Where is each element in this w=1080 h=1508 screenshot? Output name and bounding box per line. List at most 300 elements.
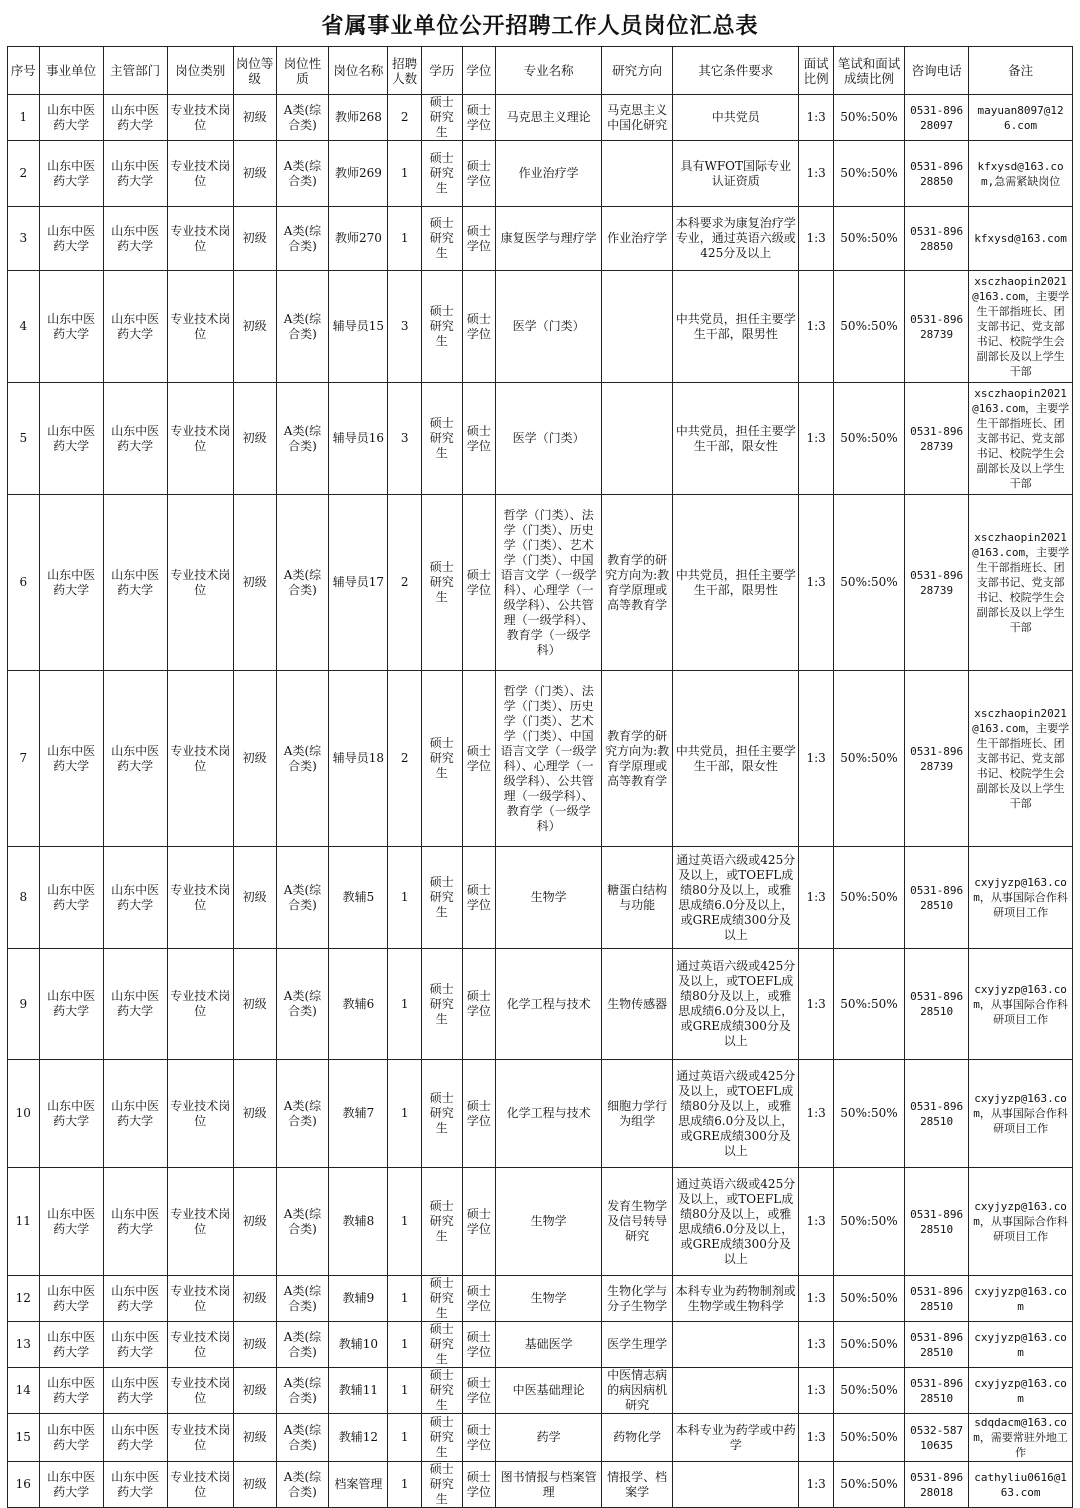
note-cell: cxyjyzp@163.com，从事国际合作科研项目工作 bbox=[969, 949, 1073, 1060]
phone-cell: 0531-89628510 bbox=[905, 1276, 969, 1322]
interview-ratio-cell: 1:3 bbox=[799, 1462, 834, 1508]
conditions-cell: 中共党员，担任主要学生干部，限女性 bbox=[673, 671, 799, 847]
level-cell: 初级 bbox=[233, 1060, 276, 1168]
dept-cell: 山东中医药大学 bbox=[103, 1276, 167, 1322]
conditions-cell: 通过英语六级或425分及以上，或TOEFL成绩80分及以上，或雅思成绩6.0分及以上，或GRE成绩300分及以上 bbox=[673, 949, 799, 1060]
level-cell: 初级 bbox=[233, 1462, 276, 1508]
dept-cell: 山东中医药大学 bbox=[103, 1322, 167, 1368]
interview-ratio-cell: 1:3 bbox=[799, 1368, 834, 1414]
interview-ratio-cell: 1:3 bbox=[799, 495, 834, 671]
degree-cell: 硕士学位 bbox=[462, 1368, 496, 1414]
score-ratio-cell: 50%:50% bbox=[833, 271, 904, 383]
degree-cell: 硕士学位 bbox=[462, 1322, 496, 1368]
phone-cell: 0531-89628510 bbox=[905, 1368, 969, 1414]
level-cell: 初级 bbox=[233, 847, 276, 949]
major-cell: 作业治疗学 bbox=[496, 141, 602, 207]
education-cell: 硕士研究生 bbox=[421, 141, 462, 207]
headcount-cell: 1 bbox=[388, 1322, 422, 1368]
note-cell: cxyjyzp@163.com，从事国际合作科研项目工作 bbox=[969, 1060, 1073, 1168]
post-name-cell: 辅导员15 bbox=[329, 271, 388, 383]
category-cell: 专业技术岗位 bbox=[167, 383, 233, 495]
table-row bbox=[8, 949, 1073, 1060]
dept-cell: 山东中医药大学 bbox=[103, 1462, 167, 1508]
conditions-cell bbox=[673, 1368, 799, 1414]
dept-cell: 山东中医药大学 bbox=[103, 95, 167, 141]
dept-cell: 山东中医药大学 bbox=[103, 1368, 167, 1414]
education-cell: 硕士研究生 bbox=[421, 1368, 462, 1414]
major-cell: 哲学（门类）、法学（门类）、历史学（门类）、艺术学（门类）、中国语言文学（一级学科）、心理学（一级学科）、公共管理（一级学科）、教育学（一级学科） bbox=[496, 495, 602, 671]
nature-cell: A类(综合类) bbox=[276, 95, 329, 141]
direction-cell: 糖蛋白结构与功能 bbox=[601, 847, 672, 949]
level-cell: 初级 bbox=[233, 207, 276, 271]
degree-cell: 硕士学位 bbox=[462, 847, 496, 949]
level-cell: 初级 bbox=[233, 1368, 276, 1414]
note-cell: cxyjyzp@163.com，从事国际合作科研项目工作 bbox=[969, 1168, 1073, 1276]
row-number: 9 bbox=[8, 949, 40, 1060]
column-header: 学历 bbox=[421, 47, 462, 95]
page-title: 省属事业单位公开招聘工作人员岗位汇总表 bbox=[321, 13, 759, 39]
post-name-cell: 辅导员18 bbox=[329, 671, 388, 847]
category-cell: 专业技术岗位 bbox=[167, 495, 233, 671]
table-row bbox=[8, 383, 1073, 495]
education-cell: 硕士研究生 bbox=[421, 1168, 462, 1276]
interview-ratio-cell: 1:3 bbox=[799, 271, 834, 383]
conditions-cell: 中共党员，担任主要学生干部，限男性 bbox=[673, 271, 799, 383]
phone-cell: 0531-89628510 bbox=[905, 847, 969, 949]
education-cell: 硕士研究生 bbox=[421, 1414, 462, 1462]
post-name-cell: 教辅8 bbox=[329, 1168, 388, 1276]
phone-cell: 0531-89628739 bbox=[905, 271, 969, 383]
phone-cell: 0531-89628510 bbox=[905, 1060, 969, 1168]
column-header: 咨询电话 bbox=[905, 47, 969, 95]
table-row bbox=[8, 495, 1073, 671]
score-ratio-cell: 50%:50% bbox=[833, 141, 904, 207]
row-number: 2 bbox=[8, 141, 40, 207]
degree-cell: 硕士学位 bbox=[462, 383, 496, 495]
post-name-cell: 档案管理 bbox=[329, 1462, 388, 1508]
note-cell: kfxysd@163.com,急需紧缺岗位 bbox=[969, 141, 1073, 207]
unit-cell: 山东中医药大学 bbox=[39, 847, 103, 949]
education-cell: 硕士研究生 bbox=[421, 495, 462, 671]
table-row bbox=[8, 1368, 1073, 1414]
column-header: 主管部门 bbox=[103, 47, 167, 95]
interview-ratio-cell: 1:3 bbox=[799, 949, 834, 1060]
row-number: 7 bbox=[8, 671, 40, 847]
nature-cell: A类(综合类) bbox=[276, 1368, 329, 1414]
education-cell: 硕士研究生 bbox=[421, 671, 462, 847]
dept-cell: 山东中医药大学 bbox=[103, 949, 167, 1060]
post-name-cell: 教辅6 bbox=[329, 949, 388, 1060]
degree-cell: 硕士学位 bbox=[462, 1168, 496, 1276]
direction-cell: 中医情志病的病因病机研究 bbox=[601, 1368, 672, 1414]
direction-cell: 生物化学与分子生物学 bbox=[601, 1276, 672, 1322]
unit-cell: 山东中医药大学 bbox=[39, 1168, 103, 1276]
table-row bbox=[8, 1276, 1073, 1322]
category-cell: 专业技术岗位 bbox=[167, 671, 233, 847]
table-row bbox=[8, 1060, 1073, 1168]
unit-cell: 山东中医药大学 bbox=[39, 1322, 103, 1368]
column-header: 研究方向 bbox=[601, 47, 672, 95]
nature-cell: A类(综合类) bbox=[276, 271, 329, 383]
major-cell: 中医基础理论 bbox=[496, 1368, 602, 1414]
dept-cell: 山东中医药大学 bbox=[103, 141, 167, 207]
level-cell: 初级 bbox=[233, 949, 276, 1060]
interview-ratio-cell: 1:3 bbox=[799, 95, 834, 141]
major-cell: 医学（门类） bbox=[496, 383, 602, 495]
post-name-cell: 教辅11 bbox=[329, 1368, 388, 1414]
nature-cell: A类(综合类) bbox=[276, 847, 329, 949]
note-cell: cxyjyzp@163.com bbox=[969, 1276, 1073, 1322]
column-header: 岗位类别 bbox=[167, 47, 233, 95]
phone-cell: 0531-89628510 bbox=[905, 1168, 969, 1276]
score-ratio-cell: 50%:50% bbox=[833, 383, 904, 495]
level-cell: 初级 bbox=[233, 1322, 276, 1368]
nature-cell: A类(综合类) bbox=[276, 1060, 329, 1168]
headcount-cell: 3 bbox=[388, 271, 422, 383]
headcount-cell: 1 bbox=[388, 141, 422, 207]
post-name-cell: 教辅12 bbox=[329, 1414, 388, 1462]
major-cell: 哲学（门类）、法学（门类）、历史学（门类）、艺术学（门类）、中国语言文学（一级学科）、心理学（一级学科）、公共管理（一级学科）、教育学（一级学科） bbox=[496, 671, 602, 847]
row-number: 1 bbox=[8, 95, 40, 141]
unit-cell: 山东中医药大学 bbox=[39, 1368, 103, 1414]
row-number: 4 bbox=[8, 271, 40, 383]
note-cell: kfxysd@163.com bbox=[969, 207, 1073, 271]
category-cell: 专业技术岗位 bbox=[167, 1368, 233, 1414]
direction-cell: 生物传感器 bbox=[601, 949, 672, 1060]
category-cell: 专业技术岗位 bbox=[167, 949, 233, 1060]
conditions-cell: 通过英语六级或425分及以上，或TOEFL成绩80分及以上，或雅思成绩6.0分及以上，或GRE成绩300分及以上 bbox=[673, 1168, 799, 1276]
post-name-cell: 教师269 bbox=[329, 141, 388, 207]
score-ratio-cell: 50%:50% bbox=[833, 1168, 904, 1276]
note-cell: cathyliu0616@163.com bbox=[969, 1462, 1073, 1508]
column-header: 专业名称 bbox=[496, 47, 602, 95]
unit-cell: 山东中医药大学 bbox=[39, 271, 103, 383]
major-cell: 生物学 bbox=[496, 1276, 602, 1322]
major-cell: 图书情报与档案管理 bbox=[496, 1462, 602, 1508]
direction-cell: 情报学、档案学 bbox=[601, 1462, 672, 1508]
conditions-cell: 本科专业为药物制剂或生物学或生物科学 bbox=[673, 1276, 799, 1322]
recruitment-table bbox=[7, 46, 1073, 1508]
direction-cell bbox=[601, 271, 672, 383]
phone-cell: 0531-89628018 bbox=[905, 1462, 969, 1508]
education-cell: 硕士研究生 bbox=[421, 207, 462, 271]
post-name-cell: 辅导员17 bbox=[329, 495, 388, 671]
dept-cell: 山东中医药大学 bbox=[103, 383, 167, 495]
phone-cell: 0531-89628739 bbox=[905, 383, 969, 495]
level-cell: 初级 bbox=[233, 1168, 276, 1276]
category-cell: 专业技术岗位 bbox=[167, 141, 233, 207]
interview-ratio-cell: 1:3 bbox=[799, 1322, 834, 1368]
direction-cell: 教育学的研究方向为:教育学原理或高等教育学 bbox=[601, 671, 672, 847]
row-number: 8 bbox=[8, 847, 40, 949]
note-cell: xsczhaopin2021@163.com，主要学生干部指班长、团支部书记、党支部书记、校院学生会副部长及以上学生干部 bbox=[969, 671, 1073, 847]
degree-cell: 硕士学位 bbox=[462, 95, 496, 141]
interview-ratio-cell: 1:3 bbox=[799, 141, 834, 207]
note-cell: cxyjyzp@163.com，从事国际合作科研项目工作 bbox=[969, 847, 1073, 949]
score-ratio-cell: 50%:50% bbox=[833, 1322, 904, 1368]
nature-cell: A类(综合类) bbox=[276, 1322, 329, 1368]
phone-cell: 0531-89628850 bbox=[905, 207, 969, 271]
post-name-cell: 教辅7 bbox=[329, 1060, 388, 1168]
major-cell: 生物学 bbox=[496, 847, 602, 949]
dept-cell: 山东中医药大学 bbox=[103, 271, 167, 383]
conditions-cell: 中共党员 bbox=[673, 95, 799, 141]
interview-ratio-cell: 1:3 bbox=[799, 671, 834, 847]
conditions-cell bbox=[673, 1322, 799, 1368]
nature-cell: A类(综合类) bbox=[276, 383, 329, 495]
nature-cell: A类(综合类) bbox=[276, 1276, 329, 1322]
note-cell: mayuan8097@126.com bbox=[969, 95, 1073, 141]
phone-cell: 0531-89628510 bbox=[905, 949, 969, 1060]
major-cell: 医学（门类） bbox=[496, 271, 602, 383]
major-cell: 药学 bbox=[496, 1414, 602, 1462]
education-cell: 硕士研究生 bbox=[421, 1276, 462, 1322]
phone-cell: 0531-89628739 bbox=[905, 671, 969, 847]
degree-cell: 硕士学位 bbox=[462, 1276, 496, 1322]
education-cell: 硕士研究生 bbox=[421, 1060, 462, 1168]
headcount-cell: 1 bbox=[388, 1276, 422, 1322]
table-row bbox=[8, 1322, 1073, 1368]
note-cell: xsczhaopin2021@163.com，主要学生干部指班长、团支部书记、党支部书记、校院学生会副部长及以上学生干部 bbox=[969, 271, 1073, 383]
row-number: 15 bbox=[8, 1414, 40, 1462]
row-number: 16 bbox=[8, 1462, 40, 1508]
post-name-cell: 教辅9 bbox=[329, 1276, 388, 1322]
degree-cell: 硕士学位 bbox=[462, 1060, 496, 1168]
column-header: 备注 bbox=[969, 47, 1073, 95]
conditions-cell: 本科要求为康复治疗学专业，通过英语六级或425分及以上 bbox=[673, 207, 799, 271]
post-name-cell: 教辅10 bbox=[329, 1322, 388, 1368]
conditions-cell: 本科专业为药学或中药学 bbox=[673, 1414, 799, 1462]
column-header: 其它条件要求 bbox=[673, 47, 799, 95]
major-cell: 生物学 bbox=[496, 1168, 602, 1276]
category-cell: 专业技术岗位 bbox=[167, 1060, 233, 1168]
unit-cell: 山东中医药大学 bbox=[39, 383, 103, 495]
degree-cell: 硕士学位 bbox=[462, 949, 496, 1060]
conditions-cell bbox=[673, 1462, 799, 1508]
table-row bbox=[8, 1168, 1073, 1276]
interview-ratio-cell: 1:3 bbox=[799, 847, 834, 949]
unit-cell: 山东中医药大学 bbox=[39, 1060, 103, 1168]
phone-cell: 0531-89628739 bbox=[905, 495, 969, 671]
note-cell: xsczhaopin2021@163.com，主要学生干部指班长、团支部书记、党支部书记、校院学生会副部长及以上学生干部 bbox=[969, 383, 1073, 495]
category-cell: 专业技术岗位 bbox=[167, 1276, 233, 1322]
column-header: 岗位等级 bbox=[233, 47, 276, 95]
table-row bbox=[8, 95, 1073, 141]
direction-cell: 教育学的研究方向为:教育学原理或高等教育学 bbox=[601, 495, 672, 671]
conditions-cell: 通过英语六级或425分及以上，或TOEFL成绩80分及以上，或雅思成绩6.0分及以上，或GRE成绩300分及以上 bbox=[673, 847, 799, 949]
level-cell: 初级 bbox=[233, 495, 276, 671]
column-header: 面试比例 bbox=[799, 47, 834, 95]
degree-cell: 硕士学位 bbox=[462, 671, 496, 847]
row-number: 11 bbox=[8, 1168, 40, 1276]
row-number: 12 bbox=[8, 1276, 40, 1322]
headcount-cell: 1 bbox=[388, 1060, 422, 1168]
headcount-cell: 1 bbox=[388, 847, 422, 949]
direction-cell: 作业治疗学 bbox=[601, 207, 672, 271]
dept-cell: 山东中医药大学 bbox=[103, 847, 167, 949]
conditions-cell: 具有WFOT国际专业认证资质 bbox=[673, 141, 799, 207]
post-name-cell: 教师268 bbox=[329, 95, 388, 141]
unit-cell: 山东中医药大学 bbox=[39, 671, 103, 847]
headcount-cell: 1 bbox=[388, 949, 422, 1060]
category-cell: 专业技术岗位 bbox=[167, 1322, 233, 1368]
dept-cell: 山东中医药大学 bbox=[103, 207, 167, 271]
unit-cell: 山东中医药大学 bbox=[39, 495, 103, 671]
score-ratio-cell: 50%:50% bbox=[833, 1276, 904, 1322]
unit-cell: 山东中医药大学 bbox=[39, 1276, 103, 1322]
nature-cell: A类(综合类) bbox=[276, 1462, 329, 1508]
category-cell: 专业技术岗位 bbox=[167, 271, 233, 383]
major-cell: 化学工程与技术 bbox=[496, 949, 602, 1060]
level-cell: 初级 bbox=[233, 1276, 276, 1322]
row-number: 14 bbox=[8, 1368, 40, 1414]
nature-cell: A类(综合类) bbox=[276, 949, 329, 1060]
interview-ratio-cell: 1:3 bbox=[799, 1060, 834, 1168]
major-cell: 马克思主义理论 bbox=[496, 95, 602, 141]
education-cell: 硕士研究生 bbox=[421, 847, 462, 949]
direction-cell: 医学生理学 bbox=[601, 1322, 672, 1368]
category-cell: 专业技术岗位 bbox=[167, 207, 233, 271]
level-cell: 初级 bbox=[233, 1414, 276, 1462]
column-header: 事业单位 bbox=[39, 47, 103, 95]
note-cell: cxyjyzp@163.com bbox=[969, 1322, 1073, 1368]
headcount-cell: 1 bbox=[388, 1414, 422, 1462]
headcount-cell: 2 bbox=[388, 95, 422, 141]
direction-cell: 发育生物学及信号转导研究 bbox=[601, 1168, 672, 1276]
score-ratio-cell: 50%:50% bbox=[833, 671, 904, 847]
direction-cell: 细胞力学行为组学 bbox=[601, 1060, 672, 1168]
phone-cell: 0532-58710635 bbox=[905, 1414, 969, 1462]
dept-cell: 山东中医药大学 bbox=[103, 1414, 167, 1462]
unit-cell: 山东中医药大学 bbox=[39, 1414, 103, 1462]
degree-cell: 硕士学位 bbox=[462, 1414, 496, 1462]
phone-cell: 0531-89628850 bbox=[905, 141, 969, 207]
score-ratio-cell: 50%:50% bbox=[833, 1060, 904, 1168]
table-row bbox=[8, 1462, 1073, 1508]
interview-ratio-cell: 1:3 bbox=[799, 1276, 834, 1322]
unit-cell: 山东中医药大学 bbox=[39, 95, 103, 141]
column-header: 岗位性质 bbox=[276, 47, 329, 95]
phone-cell: 0531-89628097 bbox=[905, 95, 969, 141]
column-header: 招聘人数 bbox=[388, 47, 422, 95]
conditions-cell: 中共党员，担任主要学生干部，限女性 bbox=[673, 383, 799, 495]
headcount-cell: 3 bbox=[388, 383, 422, 495]
nature-cell: A类(综合类) bbox=[276, 141, 329, 207]
headcount-cell: 1 bbox=[388, 207, 422, 271]
note-cell: cxyjyzp@163.com bbox=[969, 1368, 1073, 1414]
score-ratio-cell: 50%:50% bbox=[833, 95, 904, 141]
row-number: 10 bbox=[8, 1060, 40, 1168]
degree-cell: 硕士学位 bbox=[462, 141, 496, 207]
dept-cell: 山东中医药大学 bbox=[103, 671, 167, 847]
major-cell: 基础医学 bbox=[496, 1322, 602, 1368]
education-cell: 硕士研究生 bbox=[421, 1462, 462, 1508]
post-name-cell: 教师270 bbox=[329, 207, 388, 271]
interview-ratio-cell: 1:3 bbox=[799, 1414, 834, 1462]
note-cell: sdqdacm@163.com，需要常驻外地工作 bbox=[969, 1414, 1073, 1462]
interview-ratio-cell: 1:3 bbox=[799, 383, 834, 495]
table-row bbox=[8, 847, 1073, 949]
degree-cell: 硕士学位 bbox=[462, 207, 496, 271]
education-cell: 硕士研究生 bbox=[421, 95, 462, 141]
nature-cell: A类(综合类) bbox=[276, 207, 329, 271]
row-number: 13 bbox=[8, 1322, 40, 1368]
direction-cell bbox=[601, 383, 672, 495]
post-name-cell: 辅导员16 bbox=[329, 383, 388, 495]
category-cell: 专业技术岗位 bbox=[167, 1414, 233, 1462]
degree-cell: 硕士学位 bbox=[462, 495, 496, 671]
category-cell: 专业技术岗位 bbox=[167, 847, 233, 949]
direction-cell: 马克思主义中国化研究 bbox=[601, 95, 672, 141]
table-row bbox=[8, 1414, 1073, 1462]
unit-cell: 山东中医药大学 bbox=[39, 207, 103, 271]
major-cell: 化学工程与技术 bbox=[496, 1060, 602, 1168]
phone-cell: 0531-89628510 bbox=[905, 1322, 969, 1368]
note-cell: xsczhaopin2021@163.com，主要学生干部指班长、团支部书记、党支部书记、校院学生会副部长及以上学生干部 bbox=[969, 495, 1073, 671]
column-header: 学位 bbox=[462, 47, 496, 95]
table-row bbox=[8, 671, 1073, 847]
interview-ratio-cell: 1:3 bbox=[799, 1168, 834, 1276]
score-ratio-cell: 50%:50% bbox=[833, 207, 904, 271]
category-cell: 专业技术岗位 bbox=[167, 95, 233, 141]
column-header: 笔试和面试成绩比例 bbox=[833, 47, 904, 95]
degree-cell: 硕士学位 bbox=[462, 271, 496, 383]
score-ratio-cell: 50%:50% bbox=[833, 1462, 904, 1508]
table-row bbox=[8, 207, 1073, 271]
dept-cell: 山东中医药大学 bbox=[103, 1060, 167, 1168]
column-header: 岗位名称 bbox=[329, 47, 388, 95]
education-cell: 硕士研究生 bbox=[421, 949, 462, 1060]
unit-cell: 山东中医药大学 bbox=[39, 141, 103, 207]
nature-cell: A类(综合类) bbox=[276, 1414, 329, 1462]
nature-cell: A类(综合类) bbox=[276, 495, 329, 671]
dept-cell: 山东中医药大学 bbox=[103, 1168, 167, 1276]
headcount-cell: 1 bbox=[388, 1368, 422, 1414]
dept-cell: 山东中医药大学 bbox=[103, 495, 167, 671]
row-number: 5 bbox=[8, 383, 40, 495]
conditions-cell: 中共党员，担任主要学生干部，限男性 bbox=[673, 495, 799, 671]
nature-cell: A类(综合类) bbox=[276, 1168, 329, 1276]
headcount-cell: 1 bbox=[388, 1462, 422, 1508]
interview-ratio-cell: 1:3 bbox=[799, 207, 834, 271]
level-cell: 初级 bbox=[233, 141, 276, 207]
row-number: 3 bbox=[8, 207, 40, 271]
table-row bbox=[8, 141, 1073, 207]
header-row bbox=[8, 47, 1073, 95]
education-cell: 硕士研究生 bbox=[421, 383, 462, 495]
headcount-cell: 2 bbox=[388, 671, 422, 847]
score-ratio-cell: 50%:50% bbox=[833, 949, 904, 1060]
direction-cell: 药物化学 bbox=[601, 1414, 672, 1462]
headcount-cell: 1 bbox=[388, 1168, 422, 1276]
headcount-cell: 2 bbox=[388, 495, 422, 671]
level-cell: 初级 bbox=[233, 383, 276, 495]
score-ratio-cell: 50%:50% bbox=[833, 1368, 904, 1414]
level-cell: 初级 bbox=[233, 95, 276, 141]
unit-cell: 山东中医药大学 bbox=[39, 949, 103, 1060]
level-cell: 初级 bbox=[233, 271, 276, 383]
column-header: 序号 bbox=[8, 47, 40, 95]
education-cell: 硕士研究生 bbox=[421, 1322, 462, 1368]
score-ratio-cell: 50%:50% bbox=[833, 495, 904, 671]
unit-cell: 山东中医药大学 bbox=[39, 1462, 103, 1508]
post-name-cell: 教辅5 bbox=[329, 847, 388, 949]
table-row bbox=[8, 271, 1073, 383]
conditions-cell: 通过英语六级或425分及以上，或TOEFL成绩80分及以上，或雅思成绩6.0分及以上，或GRE成绩300分及以上 bbox=[673, 1060, 799, 1168]
major-cell: 康复医学与理疗学 bbox=[496, 207, 602, 271]
score-ratio-cell: 50%:50% bbox=[833, 847, 904, 949]
degree-cell: 硕士学位 bbox=[462, 1462, 496, 1508]
